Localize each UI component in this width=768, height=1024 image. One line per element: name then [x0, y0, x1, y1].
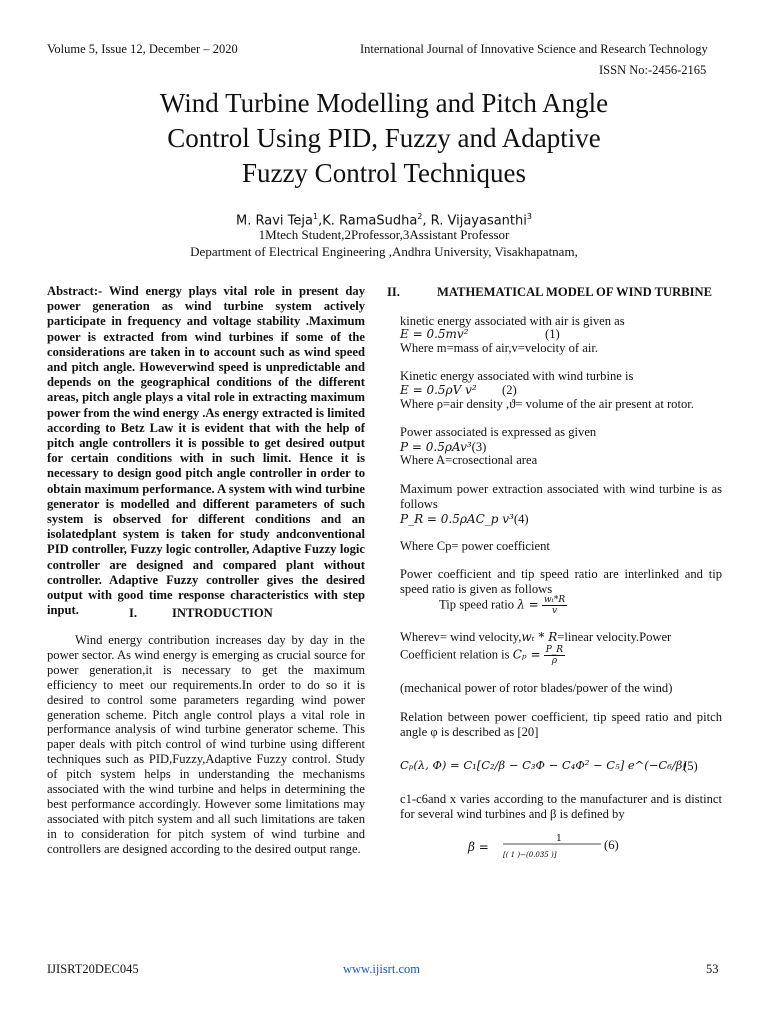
- model-p8: (mechanical power of rotor blades/power of the wind): [400, 681, 673, 695]
- model-p3b: Where A=crosectional area: [400, 453, 538, 467]
- equation-4-number: (4): [513, 512, 529, 526]
- equation-3: P = 0.5ρAv³: [400, 440, 472, 454]
- equation-6-number: (6): [604, 838, 619, 852]
- model-p2b: Where ρ=air density ,ϑ= volume of the air present at rotor.: [400, 397, 694, 411]
- model-p6: Power coefficient and tip speed ratio are interlinked and tip speed ratio is given as follows: [400, 567, 722, 597]
- author-2: K. RamaSudha: [322, 213, 418, 229]
- page-number: 53: [706, 962, 719, 976]
- equation-6: β = 1 [( 1 )−(0.035 )]: [468, 832, 603, 862]
- author-1: M. Ravi Teja: [236, 213, 313, 229]
- author-list: M. Ravi Teja$^1$,K. RamaSudha$^2$, R. Vijayasanthi$^3$: [236, 212, 532, 229]
- tip-speed-ratio-fraction: $\frac{\text{wₜ*R}}{v}$: [543, 595, 566, 616]
- equation-6-fraction-icon: [493, 832, 603, 862]
- model-section-number: II.: [387, 285, 400, 299]
- equation-4: P_R = 0.5ρAC_p v³: [400, 512, 514, 526]
- equation-3-number: (3): [471, 440, 487, 454]
- intro-body: Wind energy contribution increases day by day in the power sector. As wind energy is emerging as crucial source for power generation,it is necessary to get the maximum efficiency to meet our requirements.In order to do so it is desired to control some parameters regarding wind power generation scheme. Pitch angle control plays a vital role in performance analysis of wind turbine generator scheme. This paper deals with pitch control of wind turbine using different techniques such as PID,Fuzzy,Adaptive Fuzzy control. Study of pitch system helps in understanding the mechanisms associated with the wind turbine and helps in determining the best performance accordingly. However some limitations may associated with pitch system and all such limitations are taken in to consideration for pitch system of wind turbine and controllers are designed according to the desired output range.: [47, 633, 365, 856]
- model-p7c: Coefficient relation is Cₚ = $\frac{P\_R}{\rho}$: [400, 645, 564, 666]
- svg-text:1: 1: [555, 834, 562, 844]
- issn: ISSN No:-2456-2165: [599, 63, 707, 77]
- model-p1b: Where m=mass of air,v=velocity of air.: [400, 341, 598, 355]
- journal-url-link[interactable]: www.ijisrt.com: [343, 962, 420, 976]
- model-p10: c1-c6and x varies according to the manufacturer and is distinct for several wind turbines and β is defined by: [400, 792, 722, 822]
- model-p4: Maximum power extraction associated with wind turbine is as follows: [400, 482, 722, 512]
- affiliation-dept: Department of Electrical Engineering ,Andhra University, Visakhapatnam,: [190, 244, 578, 259]
- author-3: R. Vijayasanthi: [430, 213, 527, 229]
- equation-2: E = 0.5ρV v²: [400, 383, 477, 397]
- paper-title: Wind Turbine Modelling and Pitch Angle Control Using PID, Fuzzy and Adaptive Fuzzy Control Techniques: [159, 88, 609, 188]
- equation-2-number: (2): [502, 383, 517, 397]
- paper-id: IJISRT20DEC045: [47, 962, 139, 976]
- model-heading: MATHEMATICAL MODEL OF WIND TURBINE: [437, 285, 712, 299]
- model-p2: Kinetic energy associated with wind turbine is: [400, 369, 634, 383]
- equation-5: Cₚ(λ, Φ) = C₁[C₂/β − C₃Φ − C₄Φ² − C₅] e^(−C₆/β): [400, 758, 687, 772]
- intro-section-number: I.: [129, 606, 138, 620]
- tip-speed-ratio: Tip speed ratio λ = $\frac{\text{wₜ*R}}{v}$: [439, 595, 566, 616]
- equation-5-number: (5): [683, 759, 698, 773]
- equation-4-row: [400, 510, 529, 528]
- abstract: Abstract:- Wind energy plays vital role in present day power generation as wind turbine system actively participate in frequency and voltage stability .Maximum power is extracted from wind turbines if some of the considerations are taken in to account such as wind speed and pitch angle. Howeverwind speed is unpredictable and depends on the geographical conditions of the different areas, pitch angle plays a vital role in extracting maximum power from the wind energy .As energy extracted is limited according to Betz Law it is evident that with the help of pitch angle controllers it is possible to get desired output for certain conditions with in such limit. Hence it is necessary to design good pitch angle controller in order to obtain maximum performance. A system with wind turbine generator is modelled and different parameters of such system is observed for different conditions and an isolatedplant system is taken for study andconventional PID controller, Fuzzy logic controller, Adaptive Fuzzy logic controller are designed and compared plant without controller. Adaptive Fuzzy controller gives the desired output with good time response characteristics with step input.: [47, 284, 365, 618]
- svg-text:[( 1 )−(0.035 )]: [( 1 )−(0.035 )]: [502, 851, 557, 859]
- affiliation-roles: 1Mtech Student,2Professor,3Assistant Professor: [258, 227, 510, 242]
- model-p5: Where Cp= power coefficient: [400, 539, 550, 553]
- power-coefficient-fraction: $\frac{P\_R}{\rho}$: [545, 645, 564, 666]
- intro-heading: INTRODUCTION: [172, 606, 273, 620]
- equation-1-number: (1): [545, 327, 560, 341]
- journal-name: International Journal of Innovative Science and Research Technology: [360, 42, 708, 56]
- model-p7: Wherev= wind velocity,wₜ * R=linear velocity.Power: [400, 630, 672, 644]
- model-p9: Relation between power coefficient, tip speed ratio and pitch angle φ is described as [20]: [400, 710, 722, 740]
- volume-info: Volume 5, Issue 12, December – 2020: [47, 42, 238, 56]
- equation-1: E = 0.5mv²: [400, 327, 469, 341]
- model-p1: kinetic energy associated with air is given as: [400, 314, 625, 328]
- model-p3: Power associated is expressed as given: [400, 425, 597, 439]
